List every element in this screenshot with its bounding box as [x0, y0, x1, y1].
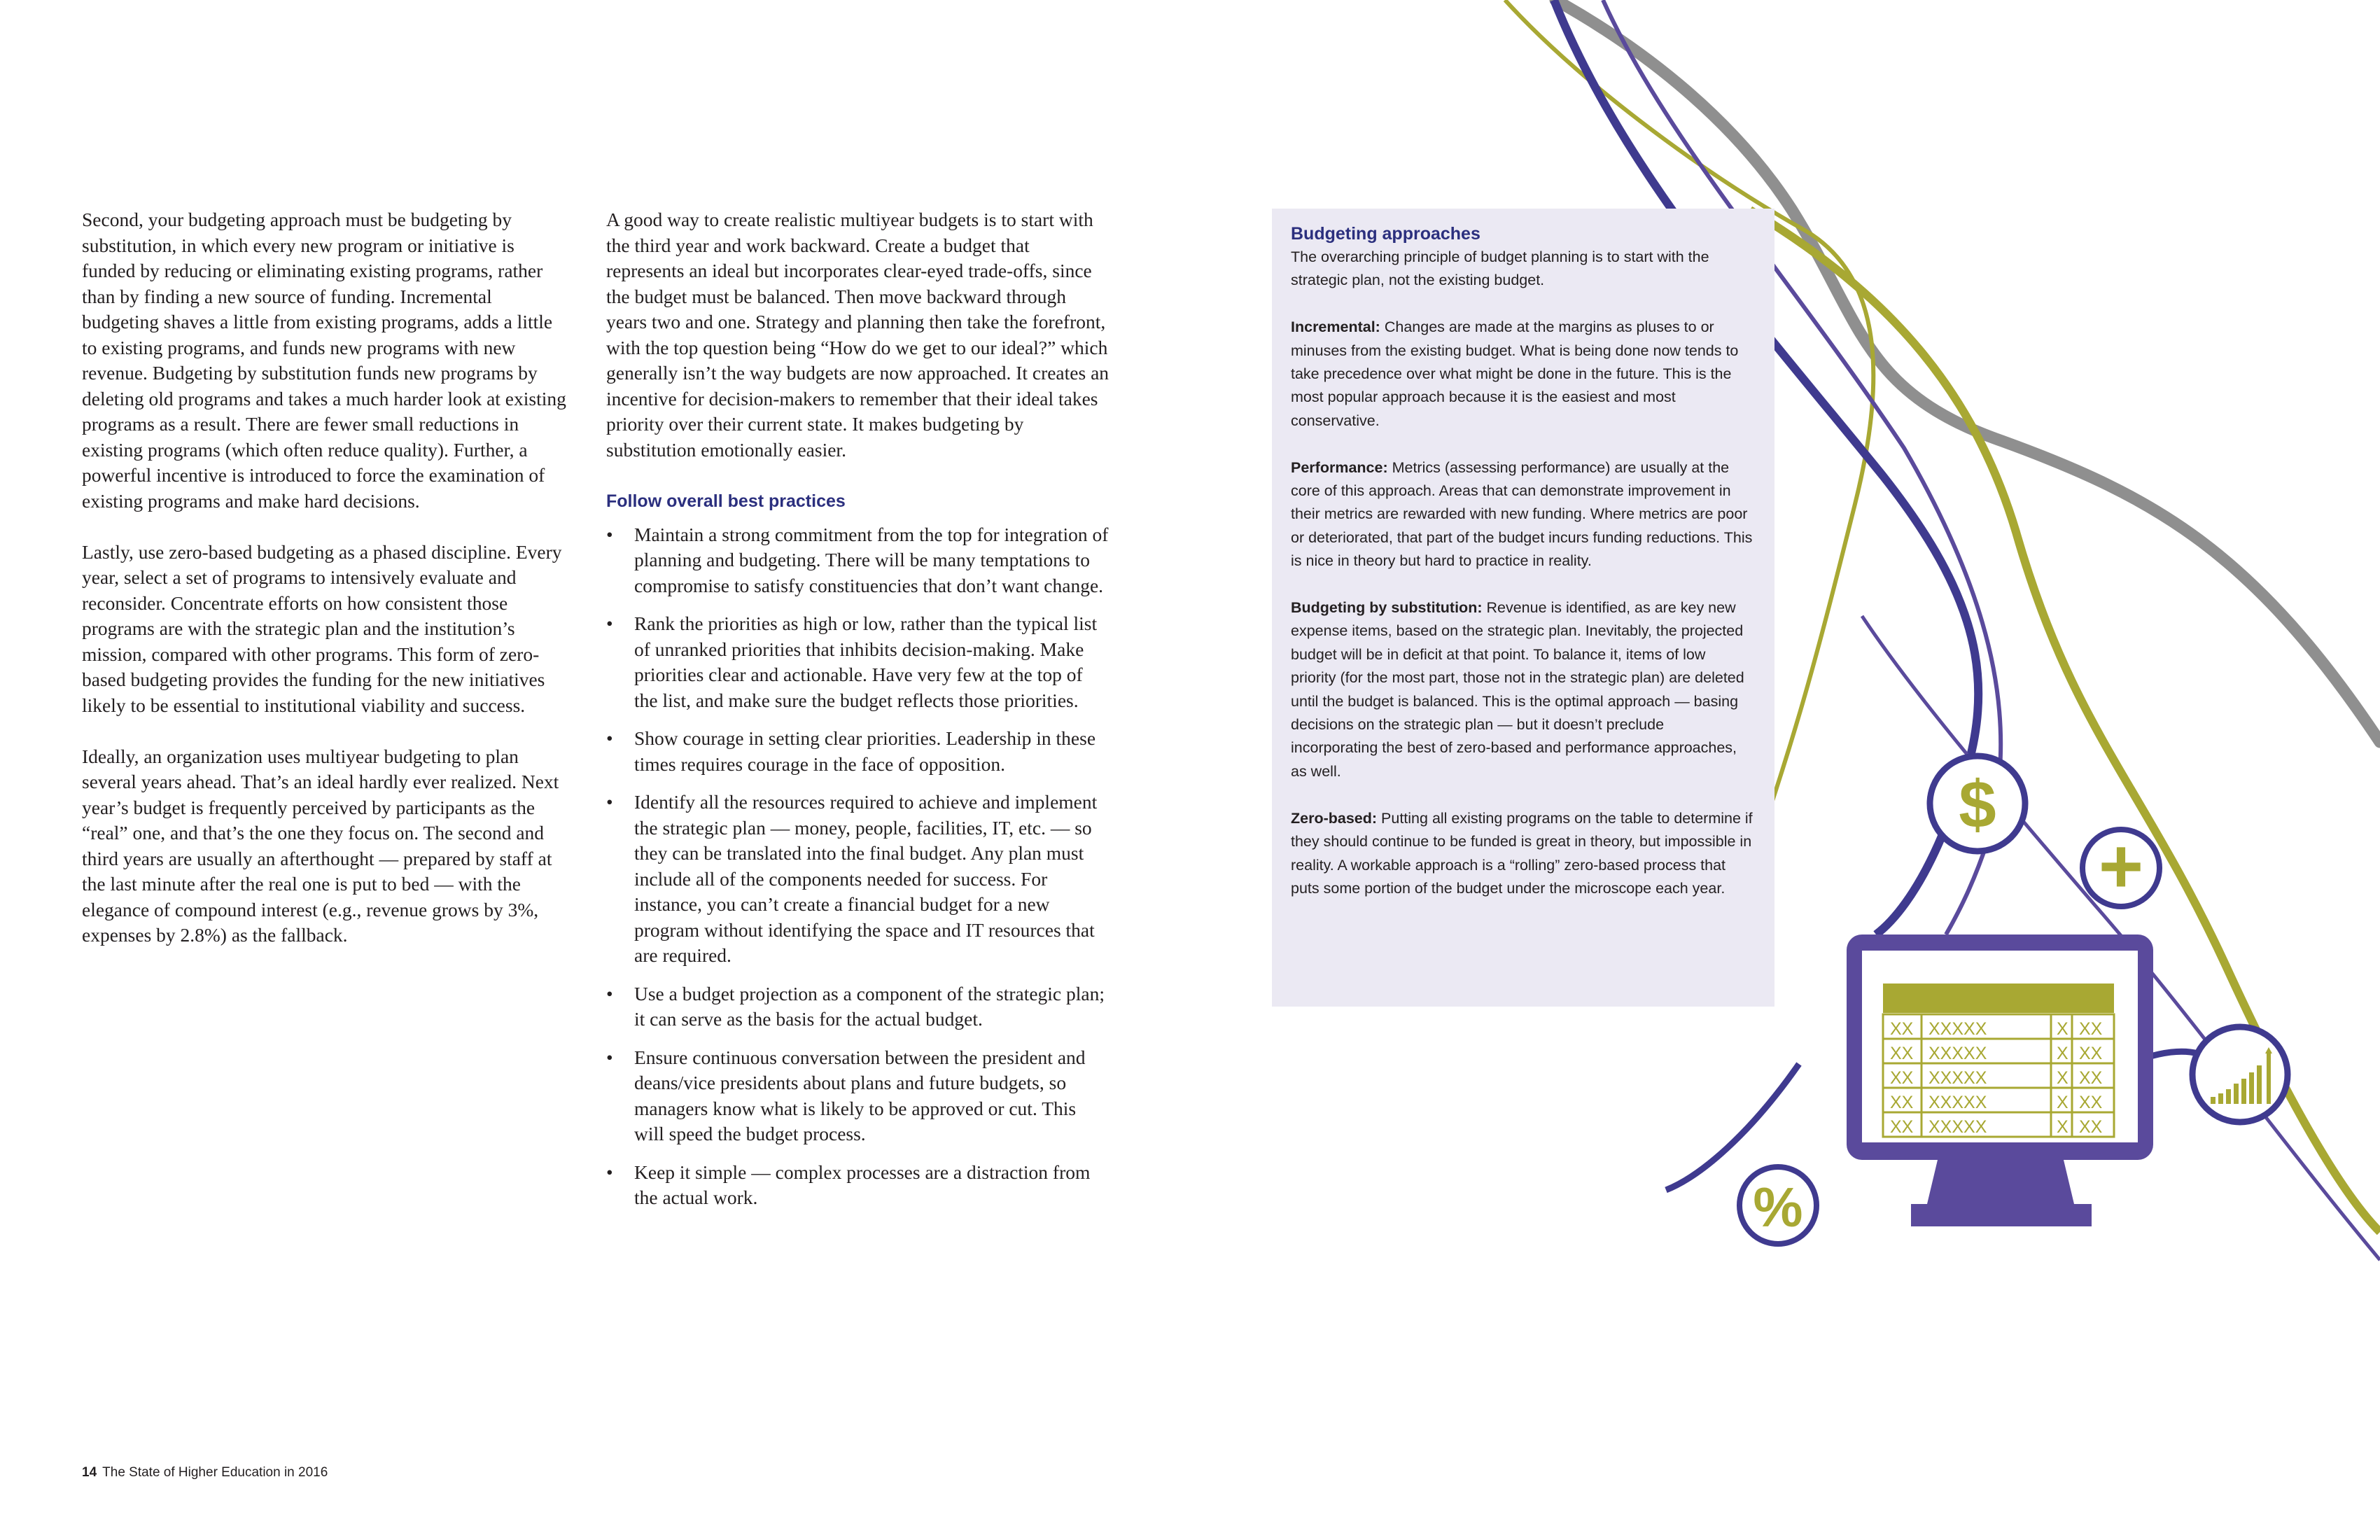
plus-icon	[2082, 823, 2160, 909]
monitor-icon	[1847, 934, 2153, 1226]
list-item	[606, 1160, 1110, 1211]
sidebar-term: Performance:	[1291, 458, 1388, 476]
column-left	[82, 207, 572, 974]
table-cell: XXXXX	[1928, 1117, 1987, 1137]
table-cell: XX	[1890, 1019, 1914, 1039]
table-cell: X	[2057, 1019, 2068, 1039]
dollar-icon	[1930, 756, 2025, 851]
table-cell: XX	[2079, 1068, 2103, 1088]
percent-icon	[1740, 1167, 1816, 1244]
bullet-icon: •	[606, 1046, 613, 1068]
list-item	[606, 611, 1110, 713]
sidebar-text: Putting all existing programs on the table to determine if they should continue to be funded is great in theory, but impossible in reality. A workable approach is a “rolling” zero-based process that puts some portion of the budget under the microscope each year.	[1291, 809, 1753, 897]
table-cell: XX	[2079, 1117, 2103, 1137]
bullet-icon: •	[606, 1161, 613, 1183]
table-cell: XXXXX	[1928, 1093, 1987, 1112]
dollar-symbol: $	[1959, 767, 1996, 842]
bullet-icon: •	[606, 612, 613, 634]
list-item-text: Show courage in setting clear priorities. Leadership in these times requires courage in the face of opposition.	[634, 727, 1096, 775]
bullet-icon: •	[606, 523, 613, 545]
list-item-text: Use a budget projection as a component of the strategic plan; it can serve as the basis for the actual budget.	[634, 982, 1105, 1030]
list-item	[606, 981, 1110, 1032]
list-item-text: Rank the priorities as high or low, rather than the typical list of unranked priorities that inhibits decision-making. Make priorities clear and actionable. Have very few at the top of the list, and make sure the budget reflects those priorities.	[634, 612, 1098, 711]
table-cell: X	[2057, 1044, 2068, 1063]
sidebar-title: Budgeting approaches	[1291, 224, 1480, 244]
list-item	[606, 726, 1110, 777]
list-item-text: Keep it simple — complex processes are a distraction from the actual work.	[634, 1161, 1091, 1208]
section-subheading: Follow overall best practices	[606, 491, 846, 511]
sidebar-text: Revenue is identified, as are key new expense items, based on the strategic plan. Inevitably, the projected budget will be in deficit at that point. To balance it, items of low priority (for the most part, those not in the strategic plan) are deleted until the budget is balanced. This is the optimal approach — basing decisions on the strategic plan — but it doesn’t preclude incorporating the best of zero-based and performance approaches, as well.	[1291, 599, 1744, 780]
sidebar-item-performance	[1291, 456, 1753, 573]
table-cell: XX	[1890, 1068, 1914, 1088]
body-paragraph: A good way to create realistic multiyear budgets is to start with the third year and work backward. Create a budget that represents an ideal but incorporates clear-eyed trade-offs, since the budget must be balanced. Then move backward through years two and one. Strategy and planning then take the forefront, with the top question being “How do we get to our ideal?” which generally isn’t the way budgets are now approached. It creates an incentive for decision-makers to remember that their ideal takes priority over their current state. It makes budgeting by substitution emotionally easier.	[606, 209, 1110, 461]
sidebar-term: Incremental:	[1291, 318, 1380, 336]
publication-title: The State of Higher Education in 2016	[102, 1465, 328, 1480]
sidebar-term: Zero-based:	[1291, 809, 1378, 827]
list-item	[606, 522, 1110, 599]
body-paragraph: Lastly, use zero-based budgeting as a phased discipline. Every year, select a set of programs to intensively evaluate and reconsider. Concentrate efforts on how consistent those programs are with the strategic plan and the institution’s mission, compared with other programs. This form of zero-based budgeting provides the funding for the new initiatives likely to be essential to institutional viability and success.	[82, 540, 562, 716]
table-cell: XX	[2079, 1093, 2103, 1112]
page-footer	[82, 1464, 328, 1481]
bullet-icon: •	[606, 791, 613, 813]
bar-chart-icon	[2192, 1027, 2288, 1122]
column-middle	[606, 207, 1110, 1224]
sidebar-intro: The overarching principle of budget planning is to start with the strategic plan, not the existing budget.	[1291, 248, 1709, 289]
list-item-text: Identify all the resources required to achieve and implement the strategic plan — money, people, facilities, IT, etc. — so they can be translated into the final budget. Any plan must include all of the components needed for success. For instance, you can’t create a financial budget for a new program without identifying the space and IT resources that are required.	[634, 791, 1098, 966]
table-cell: XX	[1890, 1093, 1914, 1112]
plus-symbol: +	[2098, 823, 2144, 909]
bullet-icon: •	[606, 982, 613, 1004]
table-cell: X	[2057, 1068, 2068, 1088]
budgeting-approaches-sidebar	[1272, 209, 1774, 1007]
table-cell: XXXXX	[1928, 1068, 1987, 1088]
list-item	[606, 1045, 1110, 1147]
sidebar-term: Budgeting by substitution:	[1291, 599, 1483, 617]
sidebar-text: Changes are made at the margins as pluses to or minuses from the existing budget. What is being done now tends to take precedence over what might be done in the future. This is the most popular approach because it is the easiest and most conservative.	[1291, 318, 1739, 429]
list-item-text: Ensure continuous conversation between the president and deans/vice presidents about plans and future budgets, so managers know what is likely to be approved or cut. This will speed the budget process.	[634, 1046, 1086, 1144]
table-cell: XX	[1890, 1117, 1914, 1137]
percent-symbol: %	[1753, 1176, 1803, 1238]
list-item	[606, 790, 1110, 969]
body-paragraph: Ideally, an organization uses multiyear budgeting to plan several years ahead. That’s an ideal hardly ever realized. Next year’s budget is frequently perceived by participants as the “real” one, and that’s the one they focus on. The second and third years are usually an afterthought — prepared by staff at the last minute after the real one is put to bed — with the elegance of compound interest (e.g., revenue grows by 3%, expenses by 2.8%) as the fallback.	[82, 745, 559, 946]
table-cell: X	[2057, 1093, 2068, 1112]
table-cell: XX	[1890, 1044, 1914, 1063]
sidebar-item-zero-based	[1291, 807, 1753, 901]
table-cell: XX	[2079, 1019, 2103, 1039]
table-cell: XX	[2079, 1044, 2103, 1063]
best-practices-list	[606, 522, 1110, 1211]
sidebar-text: Metrics (assessing performance) are usually at the core of this approach. Areas that can demonstrate improvement in their metrics are rewarded with new funding. Where metrics are poor or deteriorated, that part of the budget incurs funding reductions. This is nice in theory but hard to practice in reality.	[1291, 458, 1753, 570]
table-cell: XXXXX	[1928, 1019, 1987, 1039]
table-cell: XXXXX	[1928, 1044, 1987, 1063]
bullet-icon: •	[606, 727, 613, 749]
list-item-text: Maintain a strong commitment from the top for integration of planning and budgeting. There will be many temptations to compromise to satisfy constituencies that don’t want change.	[634, 523, 1109, 596]
page-number: 14	[82, 1465, 97, 1480]
body-paragraph: Second, your budgeting approach must be budgeting by substitution, in which every new program or initiative is funded by reducing or eliminating existing programs, rather than by finding a new source of funding. Incremental budgeting shaves a little from existing programs, adds a little to existing programs, and funds new programs with new revenue. Budgeting by substitution funds new programs by deleting old programs and takes a much harder look at existing programs as a result. There are fewer small reductions in existing programs (which often reduce quality). Further, a powerful incentive is introduced to force the examination of existing programs and make hard decisions.	[82, 209, 566, 512]
table-cell: X	[2057, 1117, 2068, 1137]
sidebar-item-substitution	[1291, 596, 1753, 783]
sidebar-item-incremental	[1291, 316, 1753, 433]
